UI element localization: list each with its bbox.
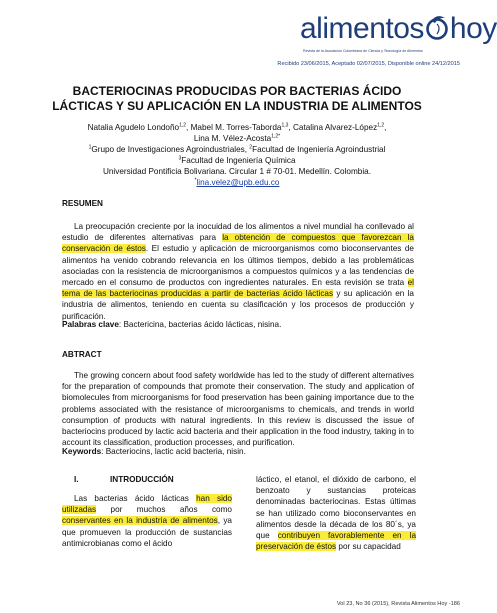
email-line <box>40 177 434 188</box>
author-2-sup: 1,3 <box>281 122 289 129</box>
affiliation-3: Facultad de Ingeniería Química <box>181 156 296 165</box>
intro-left-text-3: , ya que promueven la producción de sustancias antimicrobianas como el ácido <box>62 516 232 548</box>
authors-block <box>40 122 434 188</box>
author-4-sup: 1,2* <box>271 133 281 140</box>
logo-word-alimentos: alimentos <box>300 12 424 45</box>
title-line-2: LÁCTICAS Y SU APLICACIÓN EN LA INDUSTRIA DE ALIMENTOS <box>52 99 422 113</box>
title-line-1: BACTERIOCINAS PRODUCIDAS POR BACTERIAS ÁCIDO <box>72 84 402 98</box>
resumen-text-1: La preocupación creciente por la inocuidad de los alimentos a nivel mundial ha conllevado al estudio de diferentes alternativas para <box>62 222 414 243</box>
intro-right-text-1: láctico, el etanol, el dióxido de carbono, el benzoato y sustancias proteicas denominadas bacteriocinas. Estas últimas se han utilizado como bioconservantes en alimentos desde la década de los 80´s, ya que <box>256 475 416 541</box>
fish-logo-icon <box>425 15 449 41</box>
page-footer: Vol 23, No 36 (2015), Revista Alimentos Hoy -186 <box>336 601 460 607</box>
keywords-label: Keywords <box>62 447 102 456</box>
aff1-sup: 1 <box>88 144 92 151</box>
abstract-heading: ABTRACT <box>62 350 102 359</box>
author-2: Mabel M. Torres-Taborda <box>190 123 282 132</box>
university-line: Universidad Pontificia Bolivariana. Circular 1 # 70-01. Medellín. Colombia. <box>102 167 372 176</box>
affiliation-1: Grupo de Investigaciones Agroindustriales, <box>91 145 250 154</box>
intro-left-highlight-2: conservantes en la industria de alimentos <box>62 516 218 526</box>
palabras-clave-label: Palabras clave <box>62 320 119 329</box>
affiliation-line-2 <box>40 155 434 166</box>
keywords-values: : Bacteriocins, lactic acid bacteria, nisin. <box>101 447 246 456</box>
email-sup: * <box>194 177 197 184</box>
paper-title <box>40 84 434 114</box>
palabras-clave-values: : Bactericina, bacterias ácido lácticas, nisina. <box>118 320 282 329</box>
resumen-highlight-2: el tema de las bacteriocinas producidas a partir de bacterias ácido lácticas <box>62 278 414 299</box>
intro-left-text-2: por muchos años como <box>96 505 232 515</box>
intro-left-highlight-1: han sido utilizadas <box>62 494 232 515</box>
author-3-sup: 1,2 <box>377 122 385 129</box>
intro-right-column <box>256 474 416 552</box>
abstract-text: The growing concern about food safety worldwide has led to the study of different alternatives for the preparation of compounds that promote their conservation. The study and application of biomolecules from microorganisms for food preservation has been gaining importance due to the problems associated with the resistance of microorganisms to chemicals, and trends in world consumption of products with natural ingredients. In this review is discussed the issue of bacteriocins produced by lactic acid bacteria and their application in the food industry, taking in to account its classification, production processes, and purification. <box>62 371 414 448</box>
affiliation-2: Facultad de Ingeniería Agroindustrial <box>252 145 386 154</box>
intro-left-column <box>62 493 232 549</box>
intro-number: I. <box>74 475 79 484</box>
intro-heading: INTRODUCCIÓN <box>110 475 174 484</box>
affiliation-line-1 <box>40 144 434 155</box>
journal-subtitle: Revista de la Asociación Colombiana de Ciencia y Tecnología de Alimentos <box>303 49 423 53</box>
received-dates: Recibido 23/06/2015, Aceptado 02/07/2015, Disponible online 24/12/2015 <box>277 61 460 67</box>
aff3-sup: 3 <box>178 155 182 162</box>
intro-right-text-2: por su capacidad <box>336 542 401 552</box>
author-list-line-2 <box>40 133 434 144</box>
resumen-highlight-1: la obtención de compuestos que favorezcan la conservación de éstos <box>62 233 414 254</box>
resumen-text-2: . El estudio y aplicación de microorganismos como bioconservantes de alimentos ha venido cobrando relevancia en los últimos tiempos, debido a las problemáticas asociadas con la resistencia de microorganismos a compuestos químicos y a las tendencias de mercado en el consumo de productos con ingredientes naturales. En esta revisión se trata <box>62 244 414 288</box>
intro-left-text-1: Las bacterias ácido lácticas <box>74 494 197 503</box>
palabras-clave-line <box>62 319 414 330</box>
author-email-link[interactable]: lina.velez@upb.edu.co <box>196 178 280 187</box>
aff2-sup: 2 <box>249 144 253 151</box>
intro-right-highlight-1: contribuyen favorablemente en la preservación de éstos <box>256 531 416 552</box>
logo-word-hoy: hoy <box>449 12 497 45</box>
author-1: Natalia Agudelo Londoño <box>87 123 180 132</box>
resumen-heading: RESUMEN <box>62 199 103 208</box>
author-list-line-1: Natalia Agudelo Londoño$^{1,2}$, Mabel M. Torres-Taborda$^{1,3}$, Catalina Alvarez-López$^{1,2}$, <box>87 122 387 132</box>
abstract-paragraph <box>62 370 414 448</box>
resumen-paragraph <box>62 221 414 322</box>
journal-logo <box>300 14 497 44</box>
keywords-line <box>62 446 414 457</box>
author-3: Catalina Alvarez-López <box>292 123 378 132</box>
resumen-text-3: y su aplicación en la industria de alimentos, teniendo en cuenta su clasificación y los procesos de producción y purificación. <box>62 289 414 321</box>
author-1-sup: 1,2 <box>179 122 187 129</box>
author-4: Lina M. Vélez-Acosta <box>193 134 272 143</box>
